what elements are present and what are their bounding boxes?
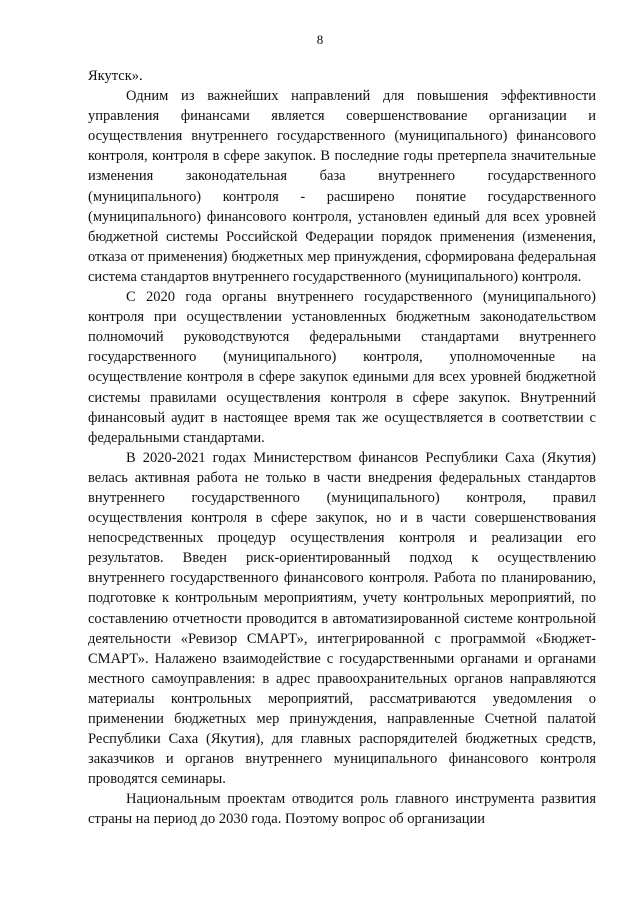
paragraph-continuation: Якутск».	[88, 68, 143, 84]
paragraph-financial-control: Одним из важнейших направлений для повышения эффективности управления финансами является совершенствование организации и осуществления внутреннего государственного (муниципального) финансового контроля, контроля в сфере закупок. В последние годы претерпела значительные изменения законодательная база внутреннего государственного (муниципального) контроля - расширено понятие государственного (муниципального) финансового контроля, установлен единый для всех уровней бюджетной системы Российской Федерации порядок применения (изменения, отказа от применения) бюджетных мер принуждения, сформирована федеральная система стандартов внутреннего государственного (муниципального) контроля.	[88, 88, 596, 285]
paragraph-ministry-work: В 2020-2021 годах Министерством финансов Республики Саха (Якутия) велась активная работа не только в части внедрения федеральных стандартов внутреннего государственного (муниципального) контроля, правил осуществления контроля в сфере закупок, но и в части совершенствования непосредственных процедур осуществления контроля и реализации его результатов. Введен риск-ориентированный подход к осуществлению внутреннего государственного финансового контроля. Работа по планированию, подготовке к контрольным мероприятиям, учету контрольных мероприятий, по составлению отчетности проводится в автоматизированной системе контрольной деятельности «Ревизор СМАРТ», интегрированной с программой «Бюджет-СМАРТ». Налажено взаимодействие с государственными органами и органами местного самоуправления: в адрес правоохранительных органов направляются материалы контрольных мероприятий, рассматриваются уведомления о применении бюджетных мер принуждения, направленные Счетной палатой Республики Саха (Якутия), для главных распорядителей бюджетных средств, заказчиков и органов внутреннего муниципального финансового контроля проводятся семинары.	[88, 449, 596, 788]
paragraph-standards-2020: С 2020 года органы внутреннего государственного (муниципального) контроля при осуществлении установленных бюджетным законодательством полномочий руководствуются федеральными стандартами внутреннего государственного (муниципального) контроля, уполномоченные на осуществление контроля в сфере закупок едиными для всех уровней бюджетной системы правилами осуществления контроля в сфере закупок. Внутренний финансовый аудит в настоящее время так же осуществляется в соответствии с федеральными стандартами.	[88, 289, 596, 446]
body-text	[88, 66, 596, 830]
paragraph-national-projects: Национальным проектам отводится роль главного инструмента развития страны на период до 2030 года. Поэтому вопрос об организации	[88, 791, 596, 828]
page-number: 8	[316, 32, 324, 47]
